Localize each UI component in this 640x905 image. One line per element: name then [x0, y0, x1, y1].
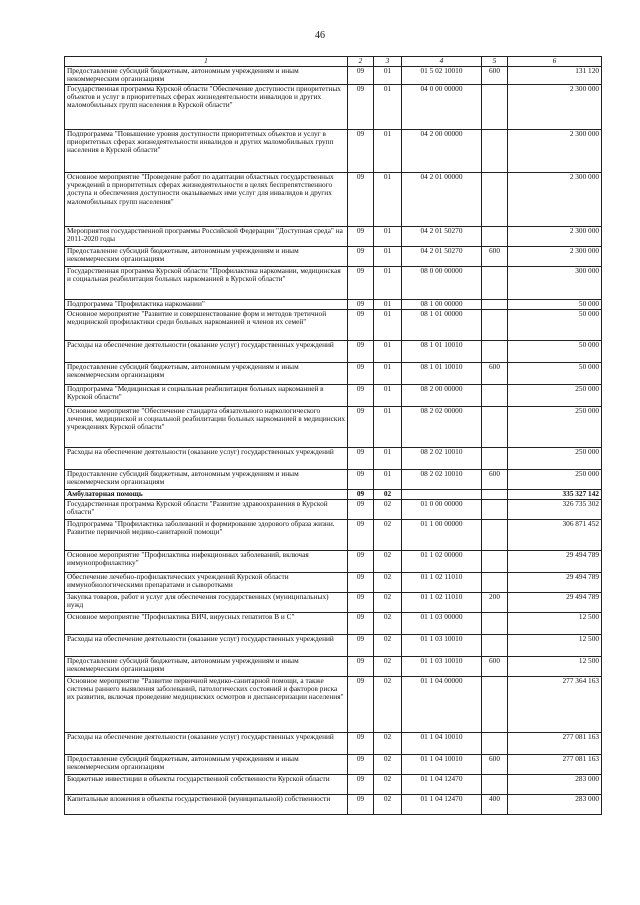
- cell-amount: 326 735 302: [508, 500, 602, 520]
- cell-subsection: 02: [374, 573, 402, 593]
- cell-name: Предоставление субсидий бюджетным, автономным учреждениям и иным некоммерческим организациям: [65, 657, 348, 677]
- table-row: [65, 407, 602, 448]
- cell-name: Подпрограмма "Профилактика заболеваний и формирование здорового образа жизни. Развитие первичной медико-санитарной помощи": [65, 520, 348, 551]
- table-row: [65, 448, 602, 470]
- cell-target-article: 01 1 04 12470: [402, 775, 482, 795]
- cell-section: 09: [348, 573, 374, 593]
- cell-section: 09: [348, 341, 374, 363]
- cell-subsection: 01: [374, 67, 402, 85]
- cell-amount: 29 494 789: [508, 551, 602, 573]
- cell-amount: 277 364 163: [508, 677, 602, 733]
- cell-name: Государственная программа Курской области "Обеспечение доступности приоритетных объектов и услуг в приоритетных сферах жизнедеятельности инвалидов и других маломобильных групп населения в Курской области": [65, 85, 348, 130]
- cell-section: 09: [348, 775, 374, 795]
- cell-section: 09: [348, 593, 374, 613]
- cell-name: Предоставление субсидий бюджетным, автономным учреждениям и иным некоммерческим организациям: [65, 67, 348, 85]
- cell-amount: 250 000: [508, 407, 602, 448]
- cell-amount: 250 000: [508, 470, 602, 490]
- cell-name: Расходы на обеспечение деятельности (оказание услуг) государственных учреждений: [65, 635, 348, 657]
- cell-name: Государственная программа Курской области "Развитие здравоохранения в Курской области": [65, 500, 348, 520]
- cell-amount: 2 300 000: [508, 227, 602, 247]
- cell-target-article: 08 2 02 00000: [402, 407, 482, 448]
- cell-section: 09: [348, 247, 374, 267]
- cell-subsection: 01: [374, 407, 402, 448]
- cell-amount: 250 000: [508, 385, 602, 407]
- cell-expense-type: [482, 573, 508, 593]
- cell-expense-type: 600: [482, 67, 508, 85]
- cell-target-article: 04 0 00 00000: [402, 85, 482, 130]
- cell-amount: 250 000: [508, 448, 602, 470]
- cell-amount: 2 300 000: [508, 173, 602, 227]
- cell-section: 09: [348, 520, 374, 551]
- cell-target-article: 08 2 02 10010: [402, 470, 482, 490]
- cell-section: 09: [348, 300, 374, 310]
- cell-expense-type: 200: [482, 593, 508, 613]
- cell-subsection: 01: [374, 130, 402, 173]
- cell-target-article: 01 0 00 00000: [402, 500, 482, 520]
- cell-section: 09: [348, 173, 374, 227]
- cell-subsection: 01: [374, 173, 402, 227]
- cell-subsection: 01: [374, 363, 402, 385]
- cell-name: Подпрограмма "Повышение уровня доступности приоритетных объектов и услуг в приоритетных сферах жизнедеятельности инвалидов и других маломобильных групп населения в Курской области": [65, 130, 348, 173]
- cell-name: Основное мероприятие "Развитие и совершенствование форм и методов третичной медицинской профилактики среди больных наркоманией и членов их семей": [65, 310, 348, 341]
- cell-subsection: 02: [374, 551, 402, 573]
- cell-section: 09: [348, 733, 374, 755]
- cell-name: Расходы на обеспечение деятельности (оказание услуг) государственных учреждений: [65, 448, 348, 470]
- cell-target-article: 08 2 00 00000: [402, 385, 482, 407]
- cell-section: 09: [348, 551, 374, 573]
- cell-name: Предоставление субсидий бюджетным, автономным учреждениям и иным некоммерческим организациям: [65, 755, 348, 775]
- cell-expense-type: [482, 130, 508, 173]
- cell-subsection: 02: [374, 733, 402, 755]
- cell-subsection: 02: [374, 520, 402, 551]
- cell-expense-type: 600: [482, 755, 508, 775]
- cell-expense-type: [482, 490, 508, 500]
- cell-expense-type: 400: [482, 795, 508, 815]
- cell-name: Предоставление субсидий бюджетным, автономным учреждениям и иным некоммерческим организациям: [65, 247, 348, 267]
- cell-expense-type: [482, 227, 508, 247]
- cell-section: 09: [348, 310, 374, 341]
- cell-section: 09: [348, 613, 374, 635]
- cell-section: 09: [348, 500, 374, 520]
- cell-name: Основное мероприятие "Обеспечение стандарта обязательного наркологического лечения, медицинской и социальной реабилитации больных наркоманией в медицинских учреждениях Курской области": [65, 407, 348, 448]
- cell-amount: 335 327 142: [508, 490, 602, 500]
- column-header: 5: [482, 57, 508, 67]
- cell-name: Расходы на обеспечение деятельности (оказание услуг) государственных учреждений: [65, 733, 348, 755]
- cell-name: Закупка товаров, работ и услуг для обеспечения государственных (муниципальных) нужд: [65, 593, 348, 613]
- cell-subsection: 01: [374, 300, 402, 310]
- cell-name: Амбулаторная помощь: [65, 490, 348, 500]
- cell-subsection: 01: [374, 227, 402, 247]
- cell-section: 09: [348, 657, 374, 677]
- cell-subsection: 02: [374, 795, 402, 815]
- cell-subsection: 01: [374, 267, 402, 300]
- cell-amount: 50 000: [508, 363, 602, 385]
- cell-expense-type: [482, 775, 508, 795]
- cell-target-article: 04 2 00 00000: [402, 130, 482, 173]
- cell-expense-type: [482, 85, 508, 130]
- cell-section: 09: [348, 470, 374, 490]
- table-row: [65, 85, 602, 130]
- table-row: [65, 657, 602, 677]
- cell-target-article: 08 2 02 10010: [402, 448, 482, 470]
- cell-amount: 306 871 452: [508, 520, 602, 551]
- cell-expense-type: 600: [482, 363, 508, 385]
- cell-target-article: 01 1 00 00000: [402, 520, 482, 551]
- cell-target-article: 01 1 03 00000: [402, 613, 482, 635]
- cell-subsection: 02: [374, 657, 402, 677]
- cell-subsection: 02: [374, 613, 402, 635]
- cell-target-article: 01 1 02 00000: [402, 551, 482, 573]
- cell-expense-type: 600: [482, 247, 508, 267]
- table-row: [65, 310, 602, 341]
- cell-section: 09: [348, 490, 374, 500]
- cell-name: Мероприятия государственной программы Российской Федерации "Доступная среда" на 2011-2020 годы: [65, 227, 348, 247]
- cell-target-article: 01 1 04 12470: [402, 795, 482, 815]
- cell-section: 09: [348, 227, 374, 247]
- cell-section: 09: [348, 635, 374, 657]
- table-row: [65, 363, 602, 385]
- cell-subsection: 02: [374, 593, 402, 613]
- cell-target-article: 08 1 01 10010: [402, 363, 482, 385]
- cell-subsection: 02: [374, 635, 402, 657]
- table-row: [65, 490, 602, 500]
- cell-expense-type: [482, 267, 508, 300]
- cell-name: Предоставление субсидий бюджетным, автономным учреждениям и иным некоммерческим организациям: [65, 363, 348, 385]
- cell-target-article: 01 1 02 11010: [402, 593, 482, 613]
- table-row: [65, 385, 602, 407]
- cell-name: Обеспечение лечебно-профилактических учреждений Курской области иммунобиологическими препаратами и сыворотками: [65, 573, 348, 593]
- cell-section: 09: [348, 85, 374, 130]
- cell-amount: 2 300 000: [508, 247, 602, 267]
- column-header: 4: [402, 57, 482, 67]
- cell-expense-type: [482, 613, 508, 635]
- cell-amount: 12 500: [508, 657, 602, 677]
- cell-expense-type: [482, 310, 508, 341]
- cell-name: Основное мероприятие "Проведение работ по адаптации областных государственных учреждений в приоритетных сферах жизнедеятельности в целях беспрепятственного доступа и обеспечения доступности оказываемых ими услуг для инвалидов и других маломобильных групп населения": [65, 173, 348, 227]
- cell-target-article: 04 2 01 50270: [402, 247, 482, 267]
- cell-section: 09: [348, 385, 374, 407]
- cell-name: Основное мероприятие "Профилактика ВИЧ, вирусных гепатитов В и С": [65, 613, 348, 635]
- cell-section: 09: [348, 130, 374, 173]
- table-row: [65, 470, 602, 490]
- cell-name: Основное мероприятие "Развитие первичной медико-санитарной помощи, а также системы раннего выявления заболеваний, патологических состояний и факторов риска их развития, включая проведение медицинских осмотров и диспансеризации населения": [65, 677, 348, 733]
- table-row: [65, 267, 602, 300]
- cell-amount: 29 494 789: [508, 573, 602, 593]
- cell-amount: 277 081 163: [508, 755, 602, 775]
- cell-expense-type: [482, 520, 508, 551]
- table-row: [65, 130, 602, 173]
- cell-section: 09: [348, 363, 374, 385]
- cell-amount: 131 120: [508, 67, 602, 85]
- table-row: [65, 795, 602, 815]
- cell-amount: 2 300 000: [508, 130, 602, 173]
- cell-name: Основное мероприятие "Профилактика инфекционных заболеваний, включая иммунопрофилактику": [65, 551, 348, 573]
- cell-expense-type: [482, 733, 508, 755]
- cell-expense-type: [482, 677, 508, 733]
- cell-target-article: 04 2 01 00000: [402, 173, 482, 227]
- cell-subsection: 02: [374, 755, 402, 775]
- cell-subsection: 01: [374, 385, 402, 407]
- cell-name: Предоставление субсидий бюджетным, автономным учреждениям и иным некоммерческим организациям: [65, 470, 348, 490]
- cell-name: Бюджетные инвестиции в объекты государственной собственности Курской области: [65, 775, 348, 795]
- cell-subsection: 02: [374, 500, 402, 520]
- cell-section: 09: [348, 795, 374, 815]
- cell-subsection: 01: [374, 310, 402, 341]
- table-row: [65, 341, 602, 363]
- cell-amount: 2 300 000: [508, 85, 602, 130]
- table-row: [65, 173, 602, 227]
- cell-amount: 12 500: [508, 613, 602, 635]
- column-header: 3: [374, 57, 402, 67]
- cell-amount: 300 000: [508, 267, 602, 300]
- cell-target-article: 01 1 04 10010: [402, 755, 482, 775]
- column-header: 2: [348, 57, 374, 67]
- table-row: [65, 755, 602, 775]
- cell-target-article: 01 1 04 00000: [402, 677, 482, 733]
- cell-subsection: 02: [374, 775, 402, 795]
- cell-target-article: 04 2 01 50270: [402, 227, 482, 247]
- table-row: [65, 593, 602, 613]
- column-header: 1: [65, 57, 348, 67]
- table-body: [65, 67, 602, 815]
- table-header-row: [65, 57, 602, 67]
- cell-section: 09: [348, 267, 374, 300]
- cell-target-article: [402, 490, 482, 500]
- cell-target-article: 08 1 01 00000: [402, 310, 482, 341]
- cell-section: 09: [348, 67, 374, 85]
- cell-expense-type: [482, 385, 508, 407]
- table-row: [65, 613, 602, 635]
- table-row: [65, 67, 602, 85]
- cell-section: 09: [348, 677, 374, 733]
- cell-name: Подпрограмма "Профилактика наркомании": [65, 300, 348, 310]
- table-row: [65, 227, 602, 247]
- cell-target-article: 01 5 02 10010: [402, 67, 482, 85]
- cell-amount: 50 000: [508, 341, 602, 363]
- table-row: [65, 500, 602, 520]
- table-row: [65, 677, 602, 733]
- cell-target-article: 08 1 00 00000: [402, 300, 482, 310]
- table-row: [65, 775, 602, 795]
- cell-section: 09: [348, 407, 374, 448]
- cell-expense-type: [482, 407, 508, 448]
- table-row: [65, 551, 602, 573]
- cell-target-article: 01 1 03 10010: [402, 657, 482, 677]
- cell-amount: 12 500: [508, 635, 602, 657]
- cell-amount: 50 000: [508, 310, 602, 341]
- table-row: [65, 520, 602, 551]
- cell-subsection: 01: [374, 341, 402, 363]
- cell-expense-type: [482, 635, 508, 657]
- cell-name: Расходы на обеспечение деятельности (оказание услуг) государственных учреждений: [65, 341, 348, 363]
- cell-name: Капитальные вложения в объекты государственной (муниципальной) собственности: [65, 795, 348, 815]
- cell-target-article: 01 1 04 10010: [402, 733, 482, 755]
- cell-section: 09: [348, 448, 374, 470]
- cell-subsection: 01: [374, 247, 402, 267]
- cell-subsection: 01: [374, 448, 402, 470]
- budget-table: [64, 56, 602, 815]
- table-row: [65, 635, 602, 657]
- cell-target-article: 08 1 01 10010: [402, 341, 482, 363]
- cell-expense-type: [482, 341, 508, 363]
- cell-amount: 283 000: [508, 795, 602, 815]
- cell-subsection: 01: [374, 470, 402, 490]
- cell-amount: 283 000: [508, 775, 602, 795]
- cell-expense-type: 600: [482, 657, 508, 677]
- table-row: [65, 300, 602, 310]
- table-row: [65, 573, 602, 593]
- cell-expense-type: [482, 448, 508, 470]
- cell-subsection: 02: [374, 490, 402, 500]
- cell-target-article: 08 0 00 00000: [402, 267, 482, 300]
- cell-subsection: 01: [374, 85, 402, 130]
- cell-name: Подпрограмма "Медицинская и социальная реабилитация больных наркоманией в Курской области": [65, 385, 348, 407]
- cell-expense-type: [482, 500, 508, 520]
- cell-amount: 277 081 163: [508, 733, 602, 755]
- cell-amount: 29 494 789: [508, 593, 602, 613]
- page-number: 46: [315, 30, 325, 41]
- cell-target-article: 01 1 03 10010: [402, 635, 482, 657]
- cell-section: 09: [348, 755, 374, 775]
- cell-expense-type: [482, 173, 508, 227]
- cell-name: Государственная программа Курской области "Профилактика наркомании, медицинская и социальная реабилитация больных наркоманией в Курской области": [65, 267, 348, 300]
- table-row: [65, 247, 602, 267]
- table-row: [65, 733, 602, 755]
- cell-target-article: 01 1 02 11010: [402, 573, 482, 593]
- cell-subsection: 02: [374, 677, 402, 733]
- column-header: 6: [508, 57, 602, 67]
- cell-amount: 50 000: [508, 300, 602, 310]
- cell-expense-type: 600: [482, 470, 508, 490]
- cell-expense-type: [482, 551, 508, 573]
- cell-expense-type: [482, 300, 508, 310]
